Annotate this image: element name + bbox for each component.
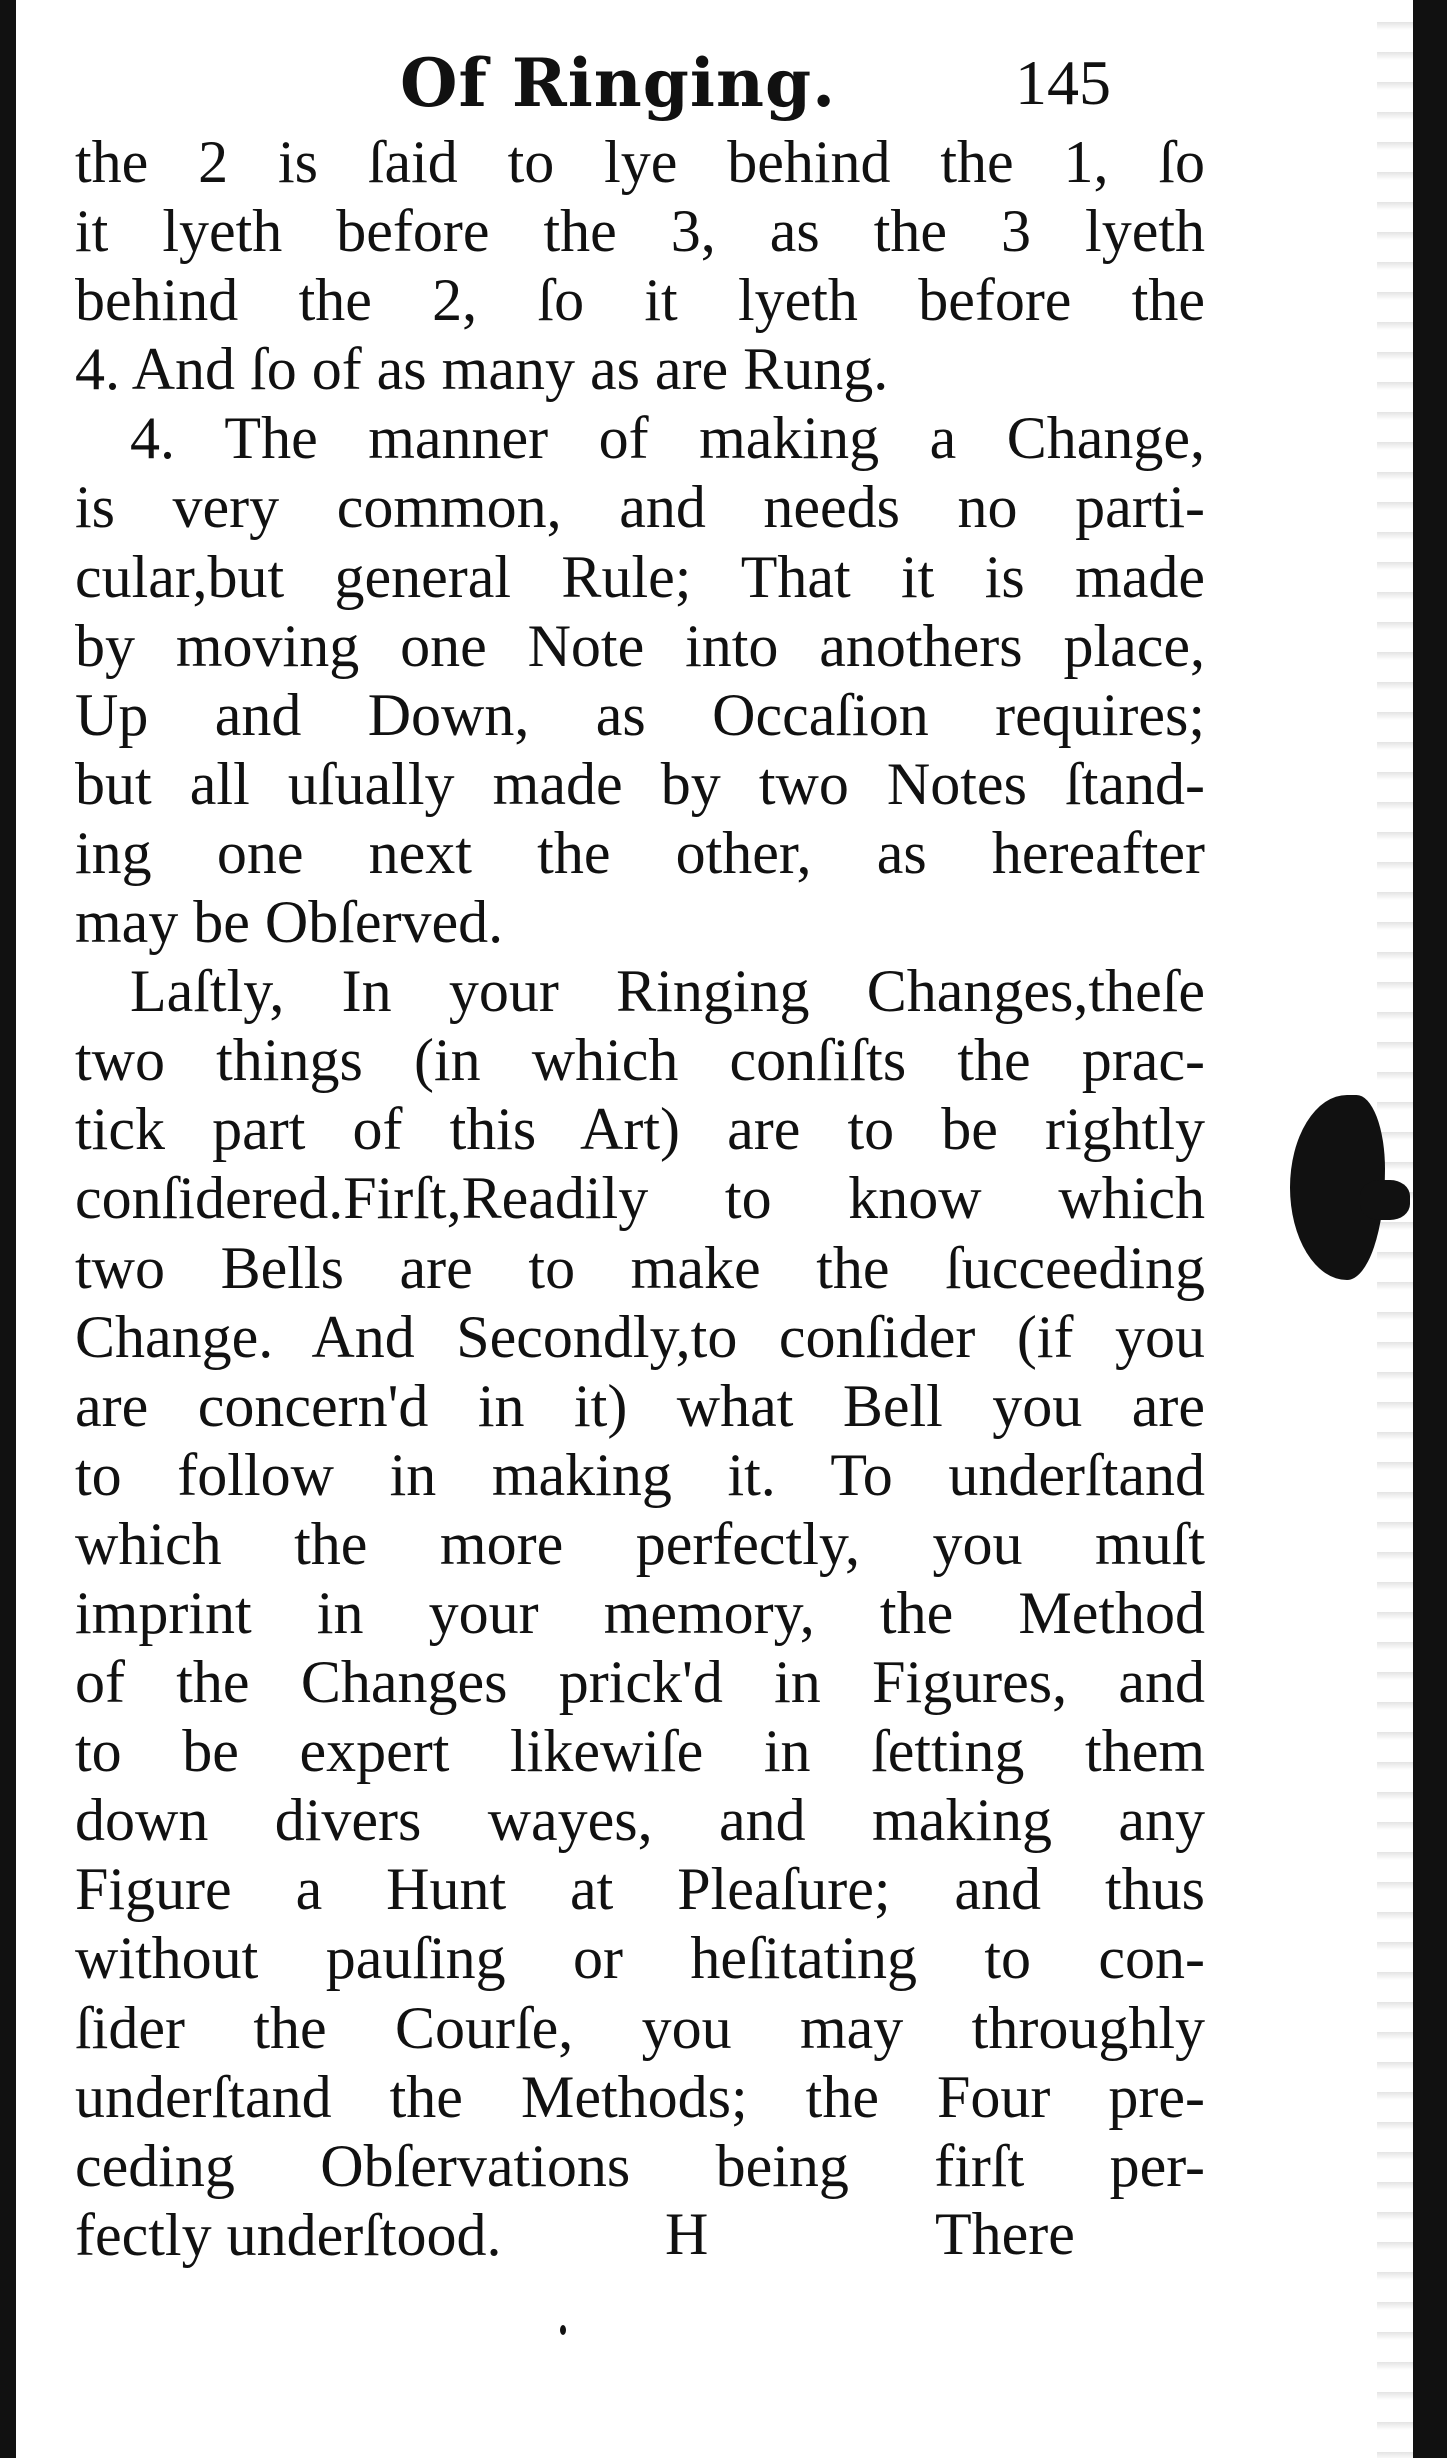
page-number: 145	[1015, 47, 1111, 118]
text-line: 4. The manner of making a Change,	[130, 405, 1205, 472]
text-line: are concern'd in it) what Bell you are	[75, 1372, 1205, 1439]
text-line: down divers wayes, and making any	[75, 1787, 1205, 1854]
page-header	[75, 38, 1175, 128]
text-line: of the Changes prick'd in Figures, and	[75, 1649, 1205, 1716]
running-head: Of Ringing.	[400, 44, 837, 122]
text-line: it lyeth before the 3, as the 3 lyeth	[75, 198, 1205, 265]
text-line: ceding Obſervations being firſt per-	[75, 2132, 1205, 2199]
text-line: two Bells are to make the ſucceeding	[75, 1234, 1205, 1301]
text-line: ing one next the other, as hereafter	[75, 819, 1205, 886]
text-line: ſider the Courſe, you may throughly	[75, 1994, 1205, 2061]
text-line: by moving one Note into anothers place,	[75, 612, 1205, 679]
text-line: which the more perfectly, you muſt	[75, 1510, 1205, 1577]
signature-mark: H	[665, 2201, 709, 2267]
right-binding-shadow	[1377, 0, 1413, 2458]
text-line: 4. And ſo of as many as are Rung.	[75, 336, 889, 403]
text-line: Up and Down, as Occaſion requires;	[75, 681, 1205, 748]
text-line: to be expert likewiſe in ſetting them	[75, 1718, 1205, 1785]
text-line: to follow in making it. To underſtand	[75, 1441, 1205, 1508]
text-line: without pauſing or heſitating to con-	[75, 1925, 1205, 1992]
text-line: cular,but general Rule; That it is made	[75, 543, 1205, 610]
text-line: the 2 is ſaid to lye behind the 1, ſo	[75, 129, 1205, 195]
left-page-edge	[0, 0, 16, 2458]
text-line: behind the 2, ſo it lyeth before the	[75, 267, 1205, 334]
text-line: two things (in which conſiſts the prac-	[75, 1027, 1205, 1094]
text-line: may be Obſerved.	[75, 889, 504, 956]
ink-blot-tail	[1360, 1180, 1410, 1220]
text-line: fectly underſtood.	[75, 2201, 502, 2268]
body-text	[75, 128, 1205, 2270]
text-line: tick part of this Art) are to be rightly	[75, 1096, 1205, 1163]
text-line: conſidered.Firſt,Readily to know which	[75, 1165, 1205, 1232]
text-line: Figure a Hunt at Pleaſure; and thus	[75, 1856, 1205, 1923]
text-line: is very common, and needs no parti-	[75, 474, 1205, 541]
text-line: imprint in your memory, the Method	[75, 1579, 1205, 1646]
text-line: Laſtly, In your Ringing Changes,theſe	[130, 958, 1205, 1025]
text-line: Change. And Secondly,to conſider (if you	[75, 1303, 1205, 1370]
text-line: but all uſually made by two Notes ſtand-	[75, 750, 1205, 817]
stray-mark	[560, 2325, 566, 2335]
right-page-edge	[1413, 0, 1447, 2458]
catchword: There	[935, 2201, 1075, 2267]
text-line: underſtand the Methods; the Four pre-	[75, 2063, 1205, 2130]
